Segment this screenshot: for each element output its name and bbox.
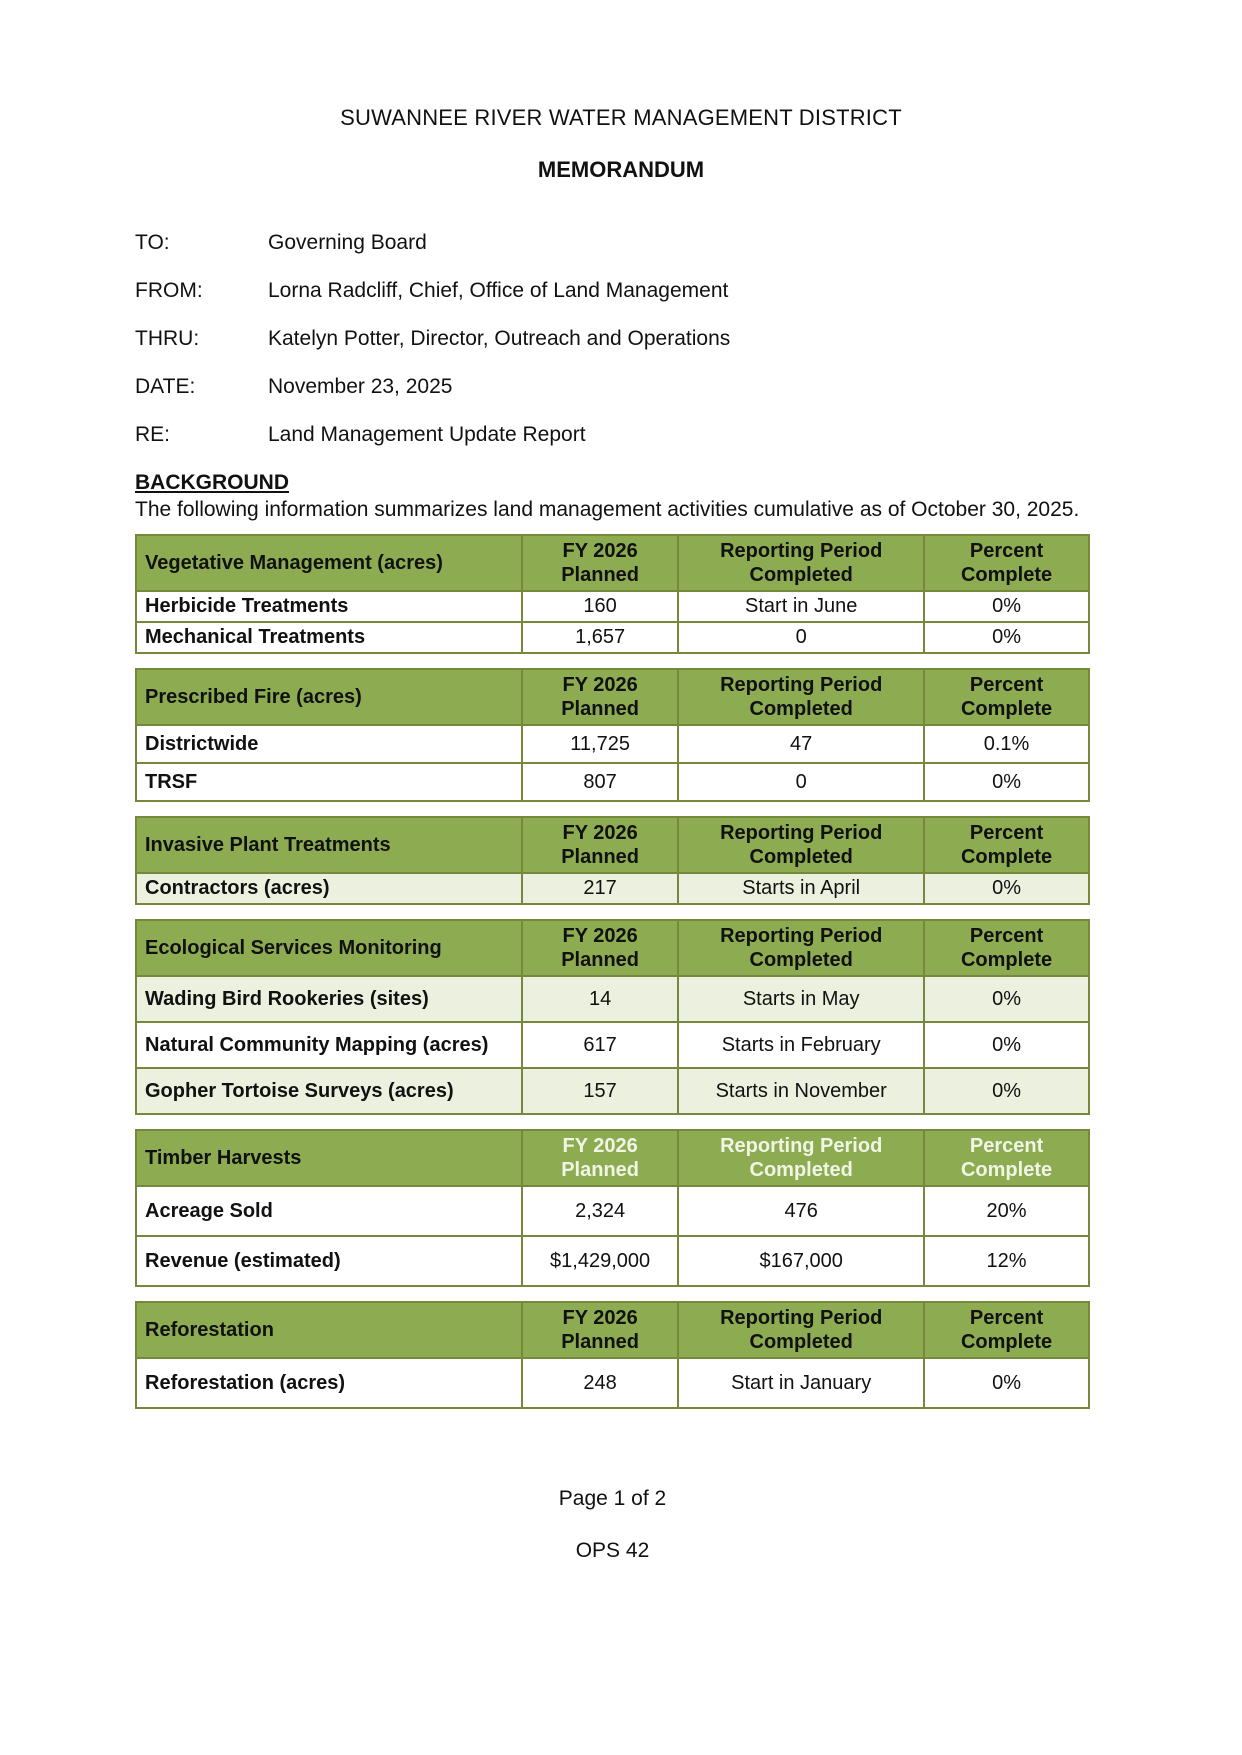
table-prescribed-fire bbox=[135, 668, 1090, 802]
column-header: Percent Complete bbox=[924, 1302, 1089, 1358]
table-row bbox=[136, 763, 1089, 801]
table-header-row bbox=[136, 535, 1089, 591]
cell-planned: 1,657 bbox=[522, 622, 678, 653]
memo-field-row bbox=[135, 279, 1107, 302]
cell-percent: 0% bbox=[924, 1358, 1089, 1408]
cell-label: Gopher Tortoise Surveys (acres) bbox=[136, 1068, 522, 1114]
column-header: FY 2026 Planned bbox=[522, 817, 678, 873]
memo-field-label: TO: bbox=[135, 231, 170, 254]
cell-percent: 0% bbox=[924, 591, 1089, 622]
table-row bbox=[136, 1236, 1089, 1286]
memo-field-value: Land Management Update Report bbox=[268, 423, 586, 446]
column-header: Reporting Period Completed bbox=[678, 535, 924, 591]
cell-planned: 617 bbox=[522, 1022, 678, 1068]
cell-completed: Starts in April bbox=[678, 873, 924, 904]
memo-header-fields bbox=[135, 231, 1107, 446]
cell-label: Districtwide bbox=[136, 725, 522, 763]
column-header: Reporting Period Completed bbox=[678, 1130, 924, 1186]
table-row bbox=[136, 873, 1089, 904]
cell-label: Acreage Sold bbox=[136, 1186, 522, 1236]
table-row bbox=[136, 622, 1089, 653]
table-invasive-plant-treatments bbox=[135, 816, 1090, 905]
table-header-row bbox=[136, 1130, 1089, 1186]
cell-percent: 12% bbox=[924, 1236, 1089, 1286]
cell-label: Herbicide Treatments bbox=[136, 591, 522, 622]
cell-label: Revenue (estimated) bbox=[136, 1236, 522, 1286]
table-vegetative-management bbox=[135, 534, 1090, 654]
column-header: Reporting Period Completed bbox=[678, 817, 924, 873]
cell-completed: Starts in May bbox=[678, 976, 924, 1022]
report-tables bbox=[135, 534, 1107, 1409]
cell-planned: 2,324 bbox=[522, 1186, 678, 1236]
table-row bbox=[136, 591, 1089, 622]
table-reforestation bbox=[135, 1301, 1090, 1409]
memo-field-label: FROM: bbox=[135, 279, 203, 302]
memo-field-value: Governing Board bbox=[268, 231, 427, 254]
memo-field-row bbox=[135, 423, 1107, 446]
memo-field-row bbox=[135, 327, 1107, 350]
table-ecological-services-monitoring bbox=[135, 919, 1090, 1115]
cell-completed: 476 bbox=[678, 1186, 924, 1236]
table-header-row bbox=[136, 1302, 1089, 1358]
cell-percent: 0% bbox=[924, 622, 1089, 653]
cell-label: Wading Bird Rookeries (sites) bbox=[136, 976, 522, 1022]
table-header-row bbox=[136, 669, 1089, 725]
table-title: Ecological Services Monitoring bbox=[136, 920, 522, 976]
table-row bbox=[136, 1022, 1089, 1068]
table-header-row bbox=[136, 817, 1089, 873]
cell-percent: 0% bbox=[924, 1022, 1089, 1068]
column-header: Percent Complete bbox=[924, 1130, 1089, 1186]
cell-planned: 11,725 bbox=[522, 725, 678, 763]
cell-completed: Starts in November bbox=[678, 1068, 924, 1114]
column-header: FY 2026 Planned bbox=[522, 1130, 678, 1186]
background-paragraph: The following information summarizes land management activities cumulative as of October 30, 2025. bbox=[135, 498, 1080, 521]
cell-planned: 157 bbox=[522, 1068, 678, 1114]
table-title: Invasive Plant Treatments bbox=[136, 817, 522, 873]
table-timber-harvests bbox=[135, 1129, 1090, 1287]
background-heading: BACKGROUND bbox=[135, 471, 289, 494]
cell-percent: 0% bbox=[924, 1068, 1089, 1114]
cell-planned: 217 bbox=[522, 873, 678, 904]
table-row bbox=[136, 1186, 1089, 1236]
cell-completed: 0 bbox=[678, 622, 924, 653]
column-header: Reporting Period Completed bbox=[678, 1302, 924, 1358]
column-header: Percent Complete bbox=[924, 535, 1089, 591]
cell-completed: Start in January bbox=[678, 1358, 924, 1408]
cell-label: Reforestation (acres) bbox=[136, 1358, 522, 1408]
cell-completed: 0 bbox=[678, 763, 924, 801]
cell-completed: Starts in February bbox=[678, 1022, 924, 1068]
column-header: Percent Complete bbox=[924, 817, 1089, 873]
cell-planned: 160 bbox=[522, 591, 678, 622]
table-title: Vegetative Management (acres) bbox=[136, 535, 522, 591]
memo-field-label: DATE: bbox=[135, 375, 196, 398]
table-row bbox=[136, 976, 1089, 1022]
cell-label: Contractors (acres) bbox=[136, 873, 522, 904]
cell-label: TRSF bbox=[136, 763, 522, 801]
column-header: Reporting Period Completed bbox=[678, 669, 924, 725]
organization-title: SUWANNEE RIVER WATER MANAGEMENT DISTRICT bbox=[340, 105, 902, 130]
column-header: Reporting Period Completed bbox=[678, 920, 924, 976]
memo-field-value: Katelyn Potter, Director, Outreach and Operations bbox=[268, 327, 731, 350]
column-header: Percent Complete bbox=[924, 669, 1089, 725]
column-header: FY 2026 Planned bbox=[522, 535, 678, 591]
memo-field-row bbox=[135, 375, 1107, 398]
column-header: FY 2026 Planned bbox=[522, 920, 678, 976]
table-row bbox=[136, 725, 1089, 763]
document-code: OPS 42 bbox=[575, 1539, 650, 1562]
table-row bbox=[136, 1068, 1089, 1114]
cell-planned: 248 bbox=[522, 1358, 678, 1408]
cell-percent: 20% bbox=[924, 1186, 1089, 1236]
cell-percent: 0% bbox=[924, 763, 1089, 801]
table-title: Reforestation bbox=[136, 1302, 522, 1358]
cell-percent: 0% bbox=[924, 976, 1089, 1022]
cell-label: Natural Community Mapping (acres) bbox=[136, 1022, 522, 1068]
cell-label: Mechanical Treatments bbox=[136, 622, 522, 653]
table-title: Prescribed Fire (acres) bbox=[136, 669, 522, 725]
cell-planned: 14 bbox=[522, 976, 678, 1022]
cell-planned: 807 bbox=[522, 763, 678, 801]
cell-planned: $1,429,000 bbox=[522, 1236, 678, 1286]
column-header: FY 2026 Planned bbox=[522, 669, 678, 725]
memo-field-label: RE: bbox=[135, 423, 171, 446]
column-header: FY 2026 Planned bbox=[522, 1302, 678, 1358]
table-title: Timber Harvests bbox=[136, 1130, 522, 1186]
memorandum-heading: MEMORANDUM bbox=[537, 157, 705, 182]
cell-completed: $167,000 bbox=[678, 1236, 924, 1286]
cell-completed: 47 bbox=[678, 725, 924, 763]
table-row bbox=[136, 1358, 1089, 1408]
cell-completed: Start in June bbox=[678, 591, 924, 622]
memo-field-value: Lorna Radcliff, Chief, Office of Land Management bbox=[268, 279, 729, 302]
memo-field-label: THRU: bbox=[135, 327, 200, 350]
memo-field-value: November 23, 2025 bbox=[268, 375, 453, 398]
table-header-row bbox=[136, 920, 1089, 976]
cell-percent: 0.1% bbox=[924, 725, 1089, 763]
memo-field-row bbox=[135, 231, 1107, 254]
page-number: Page 1 of 2 bbox=[558, 1487, 667, 1510]
column-header: Percent Complete bbox=[924, 920, 1089, 976]
cell-percent: 0% bbox=[924, 873, 1089, 904]
